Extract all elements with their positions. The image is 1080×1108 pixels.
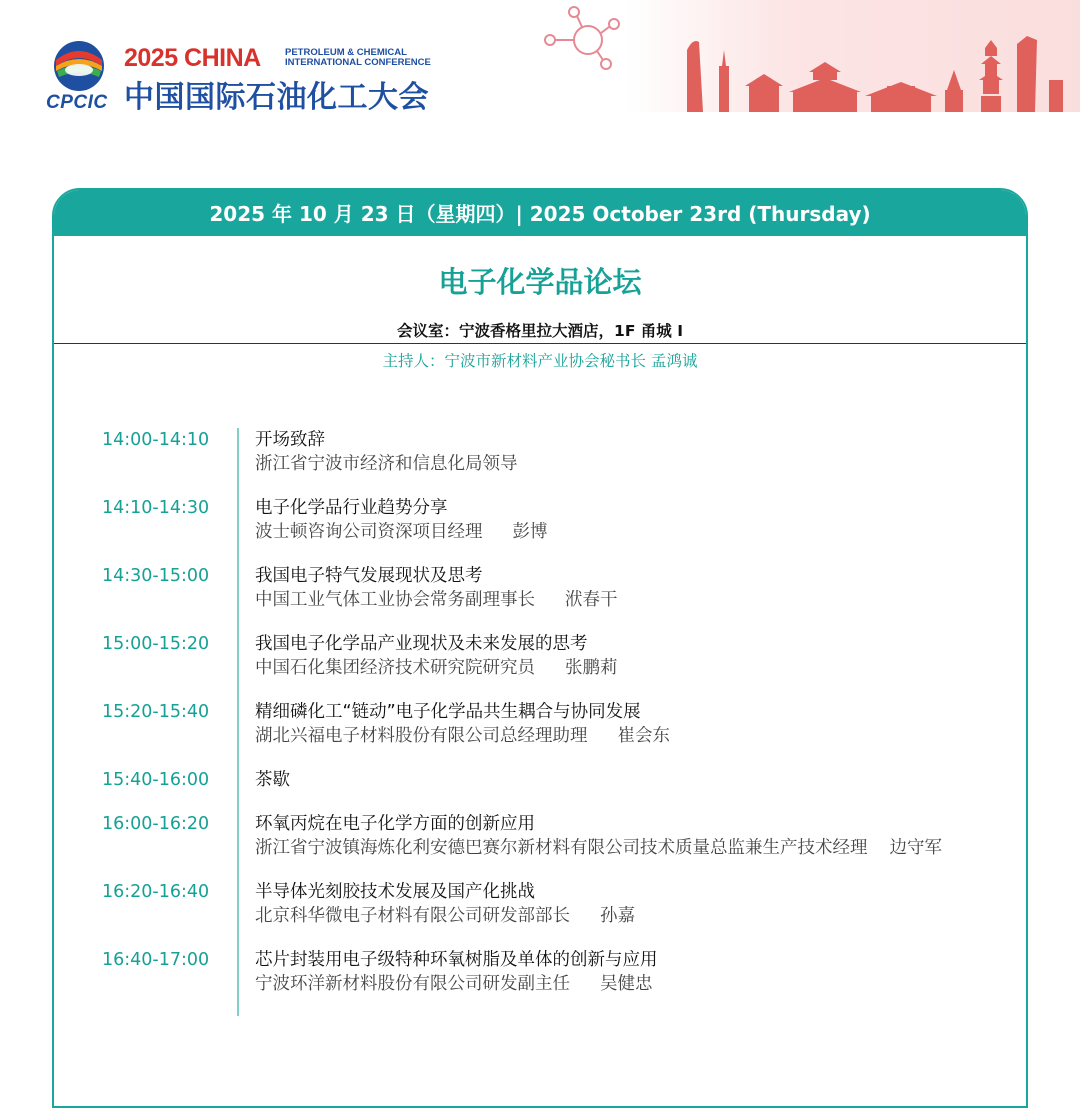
header — [0, 0, 1080, 130]
agenda-time: 16:20-16:40 — [102, 882, 210, 902]
speaker-title: 中国工业气体工业协会常务副理事长 — [255, 590, 535, 610]
cpcic-logo-icon — [53, 40, 105, 92]
timeline-line — [237, 428, 239, 1016]
agenda-time: 14:10-14:30 — [102, 498, 210, 518]
speaker-name: 崔会东 — [617, 726, 670, 746]
logo-subtitle — [285, 48, 431, 68]
speaker-title: 湖北兴福电子材料股份有限公司总经理助理 — [255, 726, 588, 746]
agenda-topic: 半导体光刻胶技术发展及国产化挑战 — [255, 882, 535, 902]
agenda-speaker — [255, 836, 942, 860]
speaker-title: 宁波环洋新材料股份有限公司研发副主任 — [255, 974, 570, 994]
agenda-speaker — [255, 724, 670, 748]
agenda-speaker — [255, 520, 548, 544]
agenda-time: 15:20-15:40 — [102, 702, 210, 722]
logo-chinese-title: 中国国际石油化工大会 — [124, 80, 429, 115]
host: 主持人：宁波市新材料产业协会秘书长 孟鸿诚 — [382, 352, 698, 370]
agenda-speaker — [255, 972, 653, 996]
agenda-speaker — [255, 588, 618, 612]
logo-subtitle-line1: PETROLEUM & CHEMICAL — [285, 47, 407, 58]
agenda-topic: 我国电子特气发展现状及思考 — [255, 566, 483, 586]
logo-subtitle-line2: INTERNATIONAL CONFERENCE — [285, 57, 431, 68]
agenda-topic: 精细磷化工“链动”电子化学品共生耦合与协同发展 — [255, 702, 641, 722]
agenda-time: 15:00-15:20 — [102, 634, 210, 654]
agenda-time: 16:00-16:20 — [102, 814, 210, 834]
speaker-name: 吴健忠 — [600, 974, 653, 994]
speaker-name: 彭博 — [512, 522, 548, 542]
agenda-time: 16:40-17:00 — [102, 950, 210, 970]
date-bar: 2025 年 10 月 23 日（星期四）| 2025 October 23rd (Thursday) — [54, 190, 1026, 236]
agenda-time: 15:40-16:00 — [102, 770, 210, 790]
agenda-topic: 芯片封装用电子级特种环氧树脂及单体的创新与应用 — [255, 950, 658, 970]
speaker-title: 北京科华微电子材料有限公司研发部部长 — [255, 906, 570, 926]
speaker-name: 边守军 — [889, 838, 942, 858]
agenda-speaker — [255, 656, 618, 680]
molecule-icon — [540, 2, 630, 77]
agenda-time: 14:00-14:10 — [102, 430, 210, 450]
agenda-speaker — [255, 452, 548, 476]
agenda-topic: 茶歇 — [255, 770, 290, 790]
city-skyline-icon — [625, 0, 1080, 112]
logo-abbreviation: CPCIC — [46, 92, 108, 113]
speaker-name: 孙嘉 — [600, 906, 635, 926]
agenda-topic: 环氧丙烷在电子化学方面的创新应用 — [255, 814, 535, 834]
agenda-topic: 我国电子化学品产业现状及未来发展的思考 — [255, 634, 588, 654]
speaker-name: 洑春干 — [565, 590, 618, 610]
agenda-topic: 开场致辞 — [255, 430, 325, 450]
speaker-name: 张鹏莉 — [565, 658, 618, 678]
divider — [54, 343, 1026, 344]
forum-title: 电子化学品论坛 — [438, 265, 642, 299]
agenda-time: 14:30-15:00 — [102, 566, 210, 586]
speaker-title: 浙江省宁波镇海炼化利安德巴赛尔新材料有限公司技术质量总监兼生产技术经理 — [255, 838, 868, 858]
agenda-topic: 电子化学品行业趋势分享 — [255, 498, 448, 518]
speaker-title: 浙江省宁波市经济和信息化局领导 — [255, 454, 518, 474]
speaker-title: 中国石化集团经济技术研究院研究员 — [255, 658, 535, 678]
speaker-title: 波士顿咨询公司资深项目经理 — [255, 522, 483, 542]
meeting-room: 会议室：宁波香格里拉大酒店，1F 甬城 I — [397, 322, 683, 340]
agenda-card — [52, 188, 1028, 1108]
logo-year-title: 2025 CHINA — [124, 44, 261, 72]
agenda-speaker — [255, 904, 635, 928]
